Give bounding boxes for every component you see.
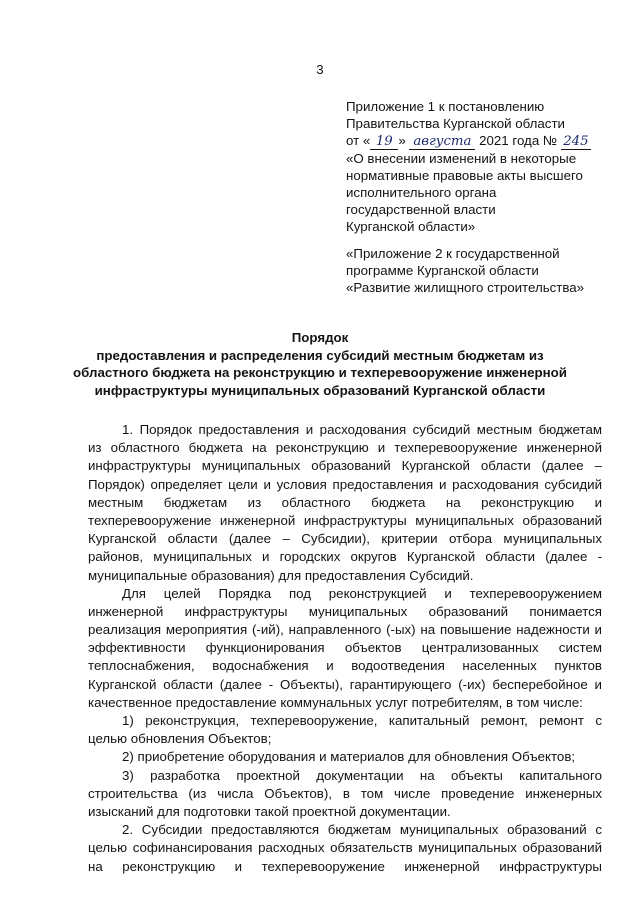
appendix-2-line: «Приложение 2 к государственной: [346, 246, 560, 261]
body-line: Порядок) определяет цели и условия предоставления и расходования субсидий: [88, 476, 602, 492]
page-number: 3: [316, 62, 324, 77]
appendix-1-line: «О внесении изменений в некоторые: [346, 151, 577, 166]
title-line: Порядок: [291, 330, 349, 345]
appendix-1-line: Курганской области»: [346, 219, 476, 234]
body-line: 1. Порядок предоставления и расходования субсидий местным бюджетам: [122, 422, 602, 437]
body-line: инфраструктуры муниципальных образований Курганской области (далее –: [88, 458, 602, 474]
body-line: качественное предоставление коммунальных услуг потребителям, в том числе:: [88, 694, 583, 710]
appendix-1-line: государственной власти: [346, 202, 496, 217]
body-line: целью обновления Объектов;: [88, 731, 272, 747]
body-line: теплоснабжения, водоснабжения и водоотведения населенных пунктов: [88, 658, 602, 674]
body-line: на реконструкцию и техперевооружение инженерной инфраструктуры: [88, 858, 602, 874]
document-body: [88, 421, 602, 876]
body-line: 1) реконструкция, техперевооружение, капитальный ремонт, ремонт с: [122, 713, 602, 728]
appendix-2-line: «Развитие жилищного строительства»: [346, 280, 585, 295]
title-line: инфраструктуры муниципальных образований Курганской области: [94, 382, 546, 398]
appendix-1-date-line: [346, 132, 616, 150]
appendix-1-line: нормативные правовые акты высшего: [346, 168, 583, 183]
body-line: целью софинансирования расходных обязательств муниципальных образований: [88, 840, 602, 856]
body-line: районов, муниципальных и городских округов Курганской области (далее -: [88, 549, 602, 565]
date-prefix: от: [346, 133, 360, 148]
handwritten-number: 245: [561, 134, 591, 150]
body-line: реализация мероприятия (-ий), направленного (-ых) на повышение надежности и: [88, 622, 602, 638]
appendix-1-line: Правительства Курганской области: [346, 116, 565, 131]
quote-close: »: [398, 133, 406, 148]
body-line: 2) приобретение оборудования и материалов для обновления Объектов;: [122, 749, 576, 765]
year-and-number-label: 2021 года №: [479, 133, 558, 148]
body-line: Курганской области (далее – Субсидии), критерии отбора муниципальных: [88, 531, 602, 547]
document-title: [0, 329, 640, 399]
title-line: областного бюджета на реконструкцию и техперевооружение инженерной: [73, 365, 567, 380]
body-line: изысканий для подготовки такой проектной документации.: [88, 803, 451, 819]
appendix-1-line: Приложение 1 к постановлению: [346, 99, 545, 114]
body-line: строительства (из числа Объектов), в том числе проведение инженерных: [88, 785, 602, 801]
handwritten-day: 19: [370, 134, 398, 150]
body-line: эффективности функционирования объектов централизованных систем: [88, 640, 602, 656]
appendix-1-block: [346, 98, 616, 235]
appendix-2-block: [346, 245, 616, 296]
body-line: 2. Субсидии предоставляются бюджетам муниципальных образований с: [122, 822, 602, 838]
body-line: муниципальные образования) для предоставления Субсидий.: [88, 567, 474, 583]
body-line: Курганской области (далее - Объекты), гарантирующего (-их) бесперебойное и: [88, 676, 602, 692]
body-line: инженерной инфраструктуры муниципальных образований понимается: [88, 603, 602, 619]
body-line: местным бюджетам из областного бюджета на реконструкцию и: [88, 494, 602, 510]
body-line: из областного бюджета на реконструкцию и техперевооружение инженерной: [88, 440, 602, 456]
body-line: 3) разработка проектной документации на объекты капитального: [122, 767, 602, 783]
quote-open: «: [362, 133, 371, 148]
handwritten-month: августа: [409, 134, 475, 150]
body-line: Для целей Порядка под реконструкцией и техперевооружением: [122, 585, 602, 601]
appendix-2-line: программе Курганской области: [346, 263, 539, 278]
appendix-1-line: исполнительного органа: [346, 185, 497, 200]
title-line: предоставления и распределения субсидий местным бюджетам из: [96, 347, 544, 363]
body-line: техперевооружение инженерной инфраструктуры муниципальных образований: [88, 512, 602, 528]
